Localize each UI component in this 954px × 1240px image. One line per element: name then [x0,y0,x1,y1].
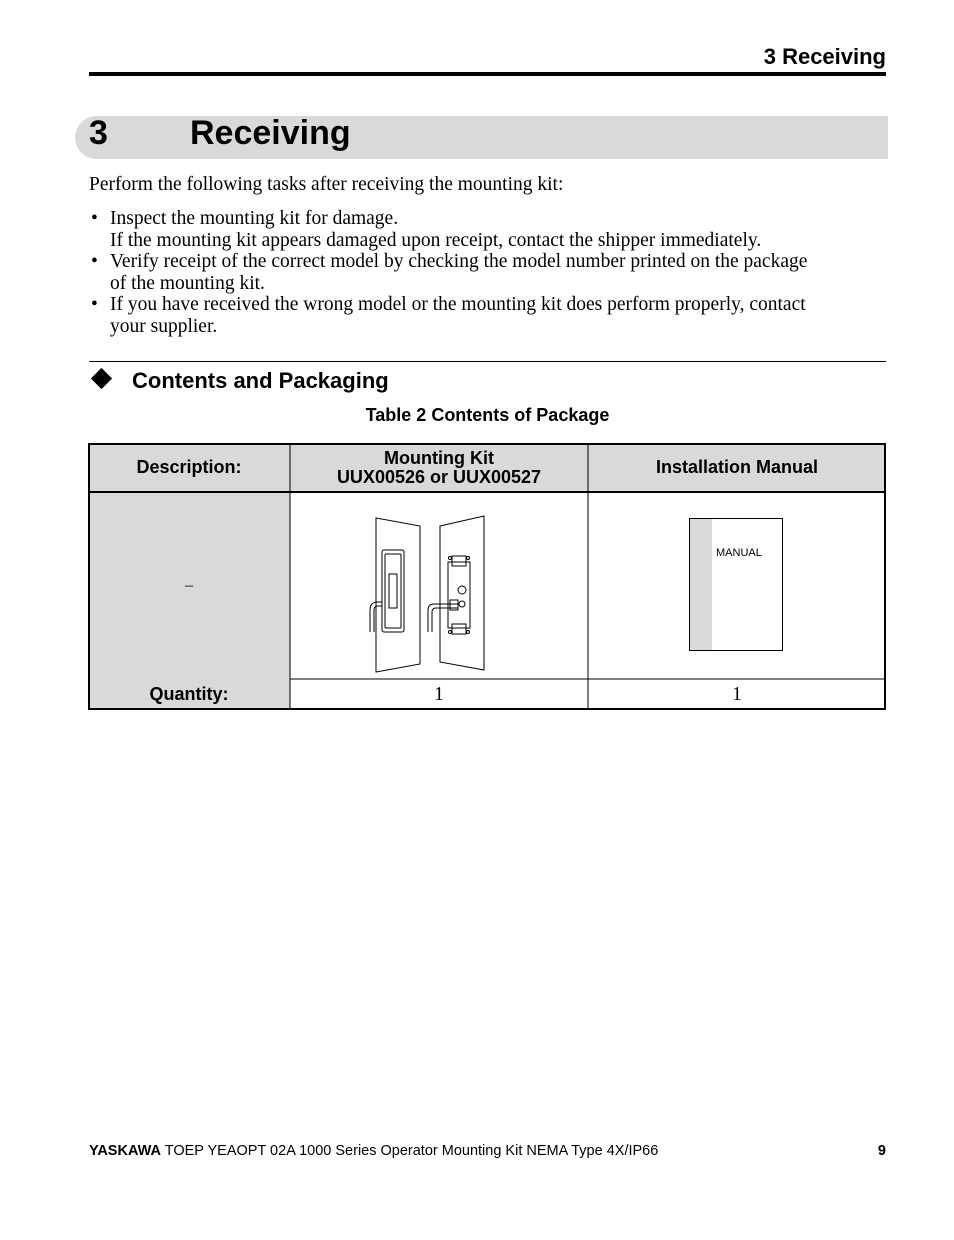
page-number: 9 [877,1143,886,1159]
mounting-kit-image-cell [290,492,588,679]
section-title: Contents and Packaging [132,368,389,393]
mounting-kit-illustration [290,492,588,679]
list-item-text: your supplier. [110,315,218,337]
diamond-icon [91,368,112,389]
manual-image-cell [588,492,886,679]
bullet-icon: • [91,208,98,229]
list-item-text: If you have received the wrong model or the mounting kit does perform properly, contact [110,294,806,316]
quantity-manual: 1 [732,683,742,705]
image-row-label [88,492,290,679]
manual-book-icon [689,518,783,651]
chapter-number: 3 [89,114,108,152]
list-item [89,208,889,251]
list-item-text: Inspect the mounting kit for damage. [110,208,399,229]
footer-document-title [89,1143,658,1159]
header-rule [89,72,886,76]
chapter-title: Receiving [190,114,351,152]
running-head: 3 Receiving [763,44,886,69]
task-list [89,208,889,338]
quantity-kit: 1 [434,683,444,705]
intro-paragraph: Perform the following tasks after receiving the mounting kit: [89,174,564,195]
panel-back [440,516,484,670]
header-kit-name: Mounting Kit [384,447,494,468]
footer-brand: YASKAWA [89,1143,161,1159]
quantity-label: Quantity: [88,679,290,710]
footer-doc: TOEP YEAOPT 02A 1000 Series Operator Mounting Kit NEMA Type 4X/IP66 [160,1143,659,1159]
section-rule [89,361,886,362]
header-kit-models: UUX00526 or UUX00527 [336,466,542,487]
list-item-text: of the mounting kit. [110,272,265,294]
list-item [89,251,889,294]
header-mounting-kit [290,443,588,492]
manual-spine [690,519,712,650]
dash-text: – [185,576,193,594]
contents-table [88,443,886,710]
header-description: Description: [88,443,290,492]
header-installation-manual: Installation Manual [588,443,886,492]
bullet-icon: • [91,251,98,273]
panel-front [376,518,420,672]
list-item-text: Verify receipt of the correct model by checking the model number printed on the package [110,251,808,273]
table-caption: Table 2 Contents of Package [365,405,610,425]
manual-cover-label: MANUAL [716,547,762,559]
bullet-icon: • [91,294,98,316]
list-item [89,294,889,337]
list-item-text: If the mounting kit appears damaged upon receipt, contact the shipper immediately. [110,229,762,251]
